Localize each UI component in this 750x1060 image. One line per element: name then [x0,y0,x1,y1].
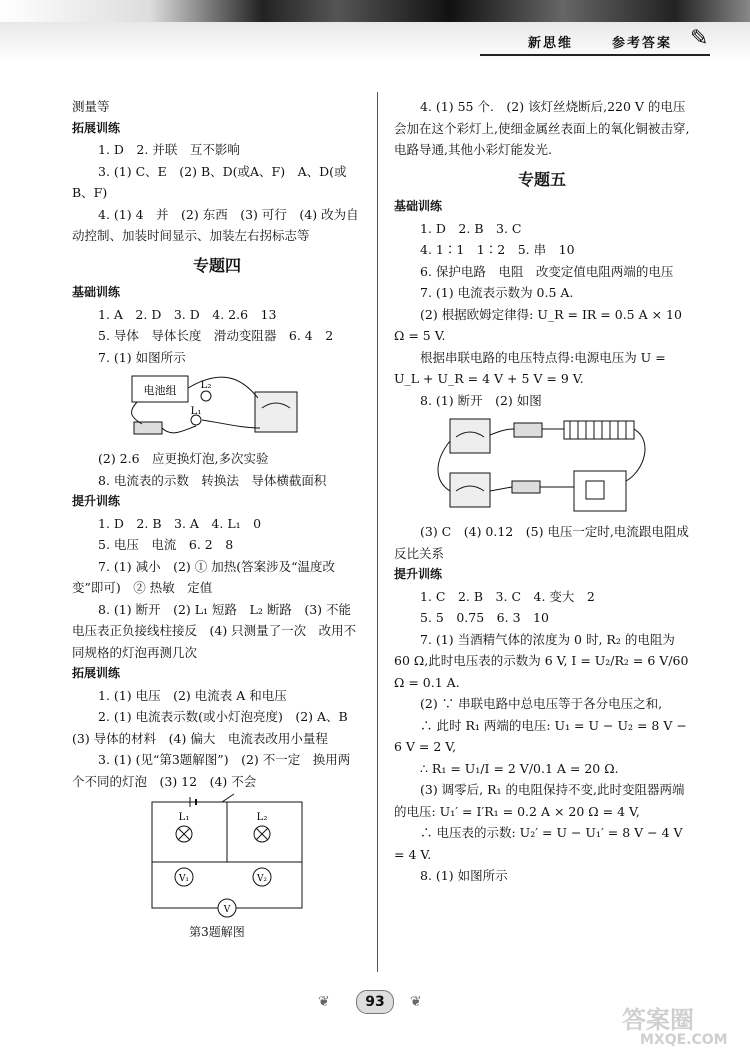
header-title: 参考答案 [612,36,673,51]
answer-line: 1. A 2. D 3. D 4. 2.6 13 [98,306,277,322]
watermark-logo: 答案圈 [622,1006,694,1034]
answer-line: 1. D 2. 并联 互不影响 [98,142,240,157]
fig3-figure [394,411,690,521]
section-heading: 基础训练 [72,285,121,299]
answer-line: 3. (1) (见“第3题解图”) (2) 不一定 换用两个不同的灯泡 (3) 12 (4) 不会 [72,752,351,789]
answer-line: 8. (1) 如图所示 [420,868,508,883]
answer-line: (2) ∵ 串联电路中总电压等于各分电压之和, [420,696,663,711]
answer-line: 5. 电压 电流 6. 2 8 [98,537,234,552]
answer-line: (2) 2.6 应更换灯泡,多次实验 [98,451,269,466]
column-divider [377,92,378,972]
answer-line: 2. (1) 电流表示数(或小灯泡亮度) (2) A、B (3) 导体的材料 (4) 偏大 电流表改用小量程 [72,709,361,746]
page-number-badge [345,984,405,1018]
ornament-left-icon: ❦ [318,994,330,1010]
section-heading: 基础训练 [394,199,443,213]
answer-line: 7. (1) 电流表示数为 0.5 A. [420,285,574,300]
answer-line: ∴ R₁ = U₁/I = 2 V/0.1 A = 20 Ω. [420,760,619,776]
answer-line: ∴ 此时 R₁ 两端的电压: U₁ = U − U₂ = 8 V − 6 V = 2 V, [394,717,687,754]
header-brand: 新思维 [528,36,574,51]
circuit-diagram-2 [72,792,362,922]
topic-title: 专题五 [517,169,566,189]
lamp1-label: L₁ [190,406,202,417]
answer-line: 7. (1) 减小 (2) ① 加热(答案涉及“温度改变”即可) ② 热敏 定值 [72,558,336,595]
answer-line: 8. (1) 断开 (2) 如图 [420,392,542,408]
svg-text:L₂: L₂ [256,812,268,823]
pen-icon: ✎ [690,26,709,51]
topic-title: 专题四 [192,255,241,275]
section-heading: 拓展训练 [72,666,121,680]
answer-line: 7. (1) 如图所示 [98,349,186,365]
watermark-url: MXQE.COM [640,1032,728,1048]
answer-line: 8. (1) 断开 (2) L₁ 短路 L₂ 断路 (3) 不能 电压表正负接线柱接反 (4) 只测量了一次 改用不同规格的灯泡再测几次 [72,601,364,660]
svg-text:L₁: L₁ [178,812,190,823]
ornament-right-icon: ❦ [410,994,422,1010]
battery-label: 电池组 [143,384,177,397]
section-heading: 拓展训练 [72,120,121,135]
lamp2-label: L₂ [200,380,212,391]
fig1-figure [72,368,362,448]
answer-line: 7. (1) 当酒精气体的浓度为 0 时, R₂ 的电阻为 60 Ω,此时电压表的示数为 6 V, I = U₂/R₂ = 6 V/60 Ω = 0.1 A. [394,631,689,690]
svg-text:V₁: V₁ [178,874,190,884]
answer-line: 1. C 2. B 3. C 4. 变大 2 [420,588,595,604]
answer-line: 4. (1) 4 并 (2) 东西 (3) 可行 (4) 改为自动控制、加装时间显示、加装左右拐标志等 [72,206,359,243]
answer-line: 4. (1) 55 个. (2) 该灯丝烧断后,220 V 的电压会加在这个彩灯上,使细金属丝表面上的氧化铜被击穿,电路导通,其他小彩灯能发光. [394,99,690,157]
circuit-diagram-3 [394,411,690,521]
section-heading: 提升训练 [72,494,121,508]
answer-line: 3. (1) C、E (2) B、D(或A、F) A、D(或B、F) [72,163,347,200]
answer-line: (3) C (4) 0.12 (5) 电压一定时,电流跟电阻成反比关系 [394,524,689,561]
header-rule [480,54,710,56]
right-column [394,96,690,887]
figure-caption: 第3题解图 [189,925,245,939]
answer-line: ∴ 电压表的示数: U₂′ = U − U₁′ = 8 V − 4 V = 4 V. [394,825,683,862]
svg-text:V: V [223,905,231,915]
left-column [72,96,362,944]
answer-line: 5. 5 0.75 6. 3 10 [420,610,549,625]
answer-line: 4. 1∶1 1∶2 5. 串 10 [420,242,575,257]
svg-text:V₂: V₂ [256,874,268,884]
answer-line: 1. D 2. B 3. C [420,220,522,236]
answer-line: 8. 电流表的示数 转换法 导体横截面积 [98,472,327,488]
page-number: 93 [356,990,394,1014]
answer-line: 1. (1) 电压 (2) 电流表 A 和电压 [98,687,287,703]
answer-line: 测量等 [72,99,110,114]
circuit-diagram-1 [72,368,362,448]
answer-line: 5. 导体 导体长度 滑动变阻器 6. 4 2 [98,328,334,343]
answer-line: 根据串联电路的电压特点得:电源电压为 U = U_L + U_R = 4 V + 5 V = 9 V. [394,349,666,386]
answer-line: 6. 保护电路 电阻 改变定值电阻两端的电压 [420,263,674,279]
answer-line: (3) 调零后, R₁ 的电阻保持不变,此时变阻器两端的电压: U₁′ = I′R₁ = 0.2 A × 20 Ω = 4 V, [394,782,685,819]
answer-line: (2) 根据欧姆定律得: U_R = IR = 0.5 A × 10 Ω = 5 V. [394,306,682,343]
header-band [0,0,750,22]
fig2-figure [72,792,362,922]
answer-line: 1. D 2. B 3. A 4. L₁ 0 [98,515,262,531]
section-heading: 提升训练 [394,567,443,581]
